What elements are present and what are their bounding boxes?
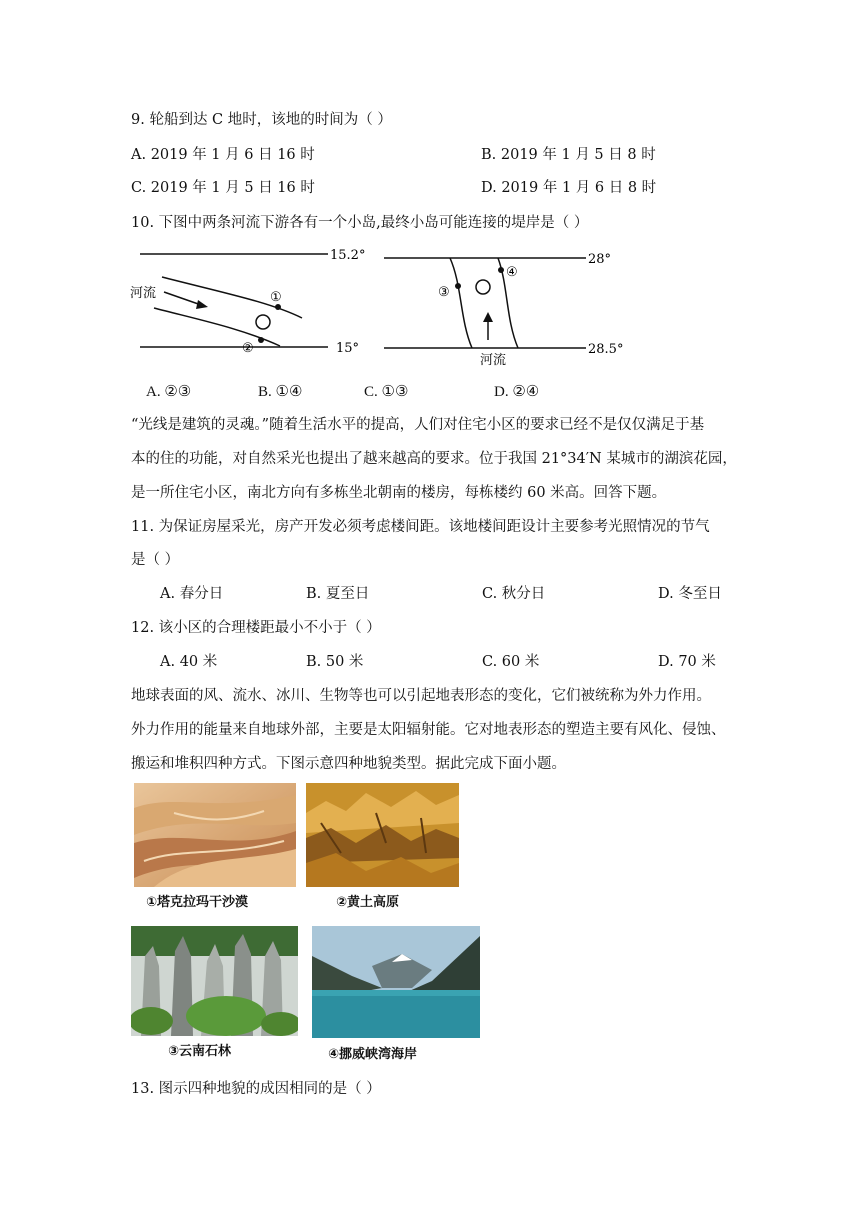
- right-river-label: 河流: [480, 353, 507, 368]
- right-bottom-lat: 28.5°: [588, 342, 624, 357]
- q9-stem: 9. 轮船到达 C 地时，该地的时间为（ ）: [131, 112, 392, 128]
- q11-option-b: B. 夏至日: [306, 586, 370, 602]
- left-river-label: 河流: [130, 286, 157, 301]
- q12-stem: 12. 该小区的合理楼距最小不小于（ ）: [131, 620, 381, 636]
- photo-caption-4: ④挪威峡湾海岸: [328, 1047, 418, 1062]
- q11-option-a: A. 春分日: [160, 586, 224, 602]
- left-mark-1: ①: [270, 290, 282, 305]
- q11-option-c: C. 秋分日: [482, 586, 546, 602]
- q12-option-b: B. 50 米: [306, 654, 364, 670]
- photo-caption-1: ①塔克拉玛干沙漠: [146, 895, 249, 910]
- q12-option-c: C. 60 米: [482, 654, 540, 670]
- q10-option-d: D. ②④: [494, 384, 540, 400]
- q10-option-c: C. ①③: [364, 384, 409, 400]
- q9-option-a: A. 2019 年 1 月 6 日 16 时: [131, 147, 315, 163]
- right-top-lat: 28°: [588, 252, 612, 267]
- q12-option-d: D. 70 米: [658, 654, 716, 670]
- river-diagram-left: [130, 240, 370, 365]
- passage2-line1: 地球表面的风、流水、冰川、生物等也可以引起地表形态的变化，它们被统称为外力作用。: [131, 688, 711, 704]
- q10-option-a: A. ②③: [146, 384, 192, 400]
- q12-option-a: A. 40 米: [160, 654, 218, 670]
- passage2-line2: 外力作用的能量来自地球外部，主要是太阳辐射能。它对地表形态的塑造主要有风化、侵蚀、: [131, 722, 726, 738]
- right-mark-4: ④: [506, 265, 518, 280]
- right-mark-3: ③: [438, 285, 450, 300]
- passage1-line1: “光线是建筑的灵魂。”随着生活水平的提高，人们对住宅小区的要求已经不是仅仅满足于基: [131, 417, 705, 433]
- desert-photo: [134, 783, 296, 887]
- left-top-lat: 15.2°: [330, 248, 366, 263]
- q11-stem-line1: 11. 为保证房屋采光，房产开发必须考虑楼间距。该地楼间距设计主要参考光照情况的节气: [131, 519, 710, 535]
- photo-caption-2: ②黄土高原: [336, 895, 400, 910]
- q11-stem-line2: 是（ ）: [131, 552, 180, 568]
- river-diagram-right: [382, 240, 632, 368]
- left-mark-2: ②: [242, 341, 254, 356]
- q11-option-d: D. 冬至日: [658, 586, 722, 602]
- passage1-line2: 本的住的功能，对自然采光也提出了越来越高的要求。位于我国 21°34′N 某城市的湖滨花园，: [131, 451, 737, 467]
- photo-caption-3: ③云南石林: [168, 1044, 232, 1059]
- q13-stem: 13. 图示四种地貌的成因相同的是（ ）: [131, 1081, 381, 1097]
- passage2-line3: 搬运和堆积四种方式。下图示意四种地貌类型。据此完成下面小题。: [131, 756, 566, 772]
- q9-option-d: D. 2019 年 1 月 6 日 8 时: [481, 180, 657, 196]
- q9-option-c: C. 2019 年 1 月 5 日 16 时: [131, 180, 315, 196]
- passage1-line3: 是一所住宅小区，南北方向有多栋坐北朝南的楼房，每栋楼约 60 米高。回答下题。: [131, 485, 667, 501]
- left-bottom-lat: 15°: [336, 341, 360, 356]
- q10-stem: 10. 下图中两条河流下游各有一个小岛,最终小岛可能连接的堤岸是（ ）: [131, 215, 589, 231]
- fjord-photo: [312, 926, 480, 1038]
- stone-forest-photo: [131, 926, 298, 1036]
- q10-option-b: B. ①④: [258, 384, 303, 400]
- q9-option-b: B. 2019 年 1 月 5 日 8 时: [481, 147, 656, 163]
- loess-plateau-photo: [306, 783, 459, 887]
